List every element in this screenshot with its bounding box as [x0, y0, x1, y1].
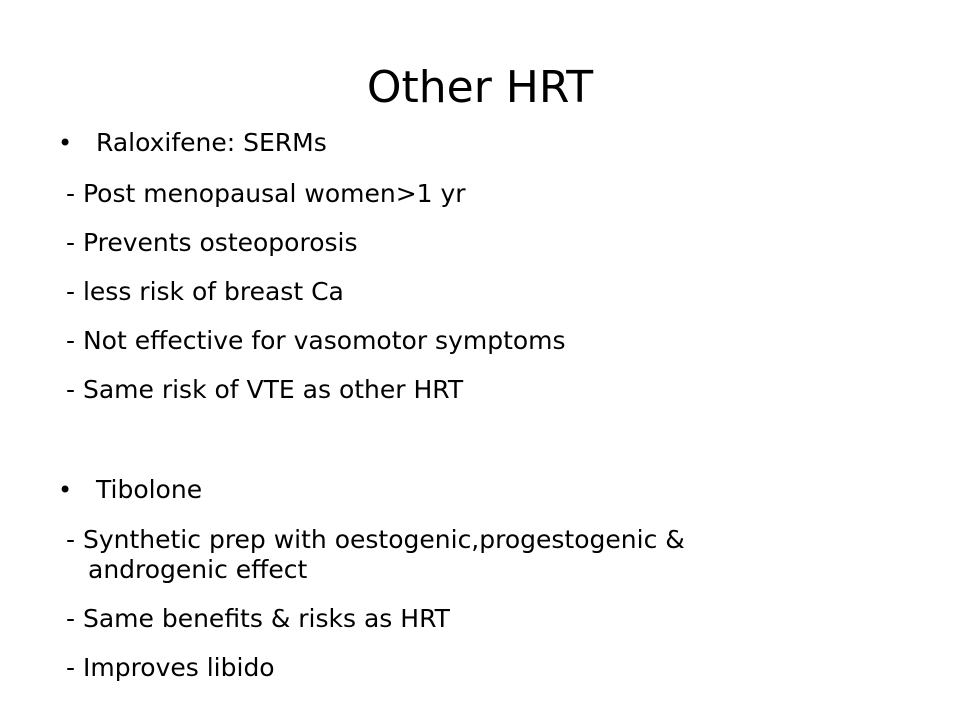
- list-item: - Same benefits & risks as HRT: [66, 604, 450, 633]
- bullet-label: Tibolone: [96, 475, 203, 504]
- list-item-line: - Synthetic prep with oestogenic,progestogenic &: [66, 525, 685, 554]
- bullet-icon: •: [58, 129, 73, 157]
- bullet-icon: •: [58, 476, 73, 504]
- list-item: - Same risk of VTE as other HRT: [66, 375, 464, 404]
- list-item: - Prevents osteoporosis: [66, 228, 358, 257]
- list-item: - less risk of breast Ca: [66, 277, 344, 306]
- bullet-label: Raloxifene: SERMs: [96, 128, 327, 157]
- list-item: - Not effective for vasomotor symptoms: [66, 326, 566, 355]
- list-item: - Improves libido: [66, 653, 275, 682]
- list-item: [66, 525, 856, 585]
- list-item-line: androgenic effect: [88, 555, 308, 584]
- slide-title: Other HRT: [366, 62, 594, 113]
- list-item: - Post menopausal women>1 yr: [66, 179, 466, 208]
